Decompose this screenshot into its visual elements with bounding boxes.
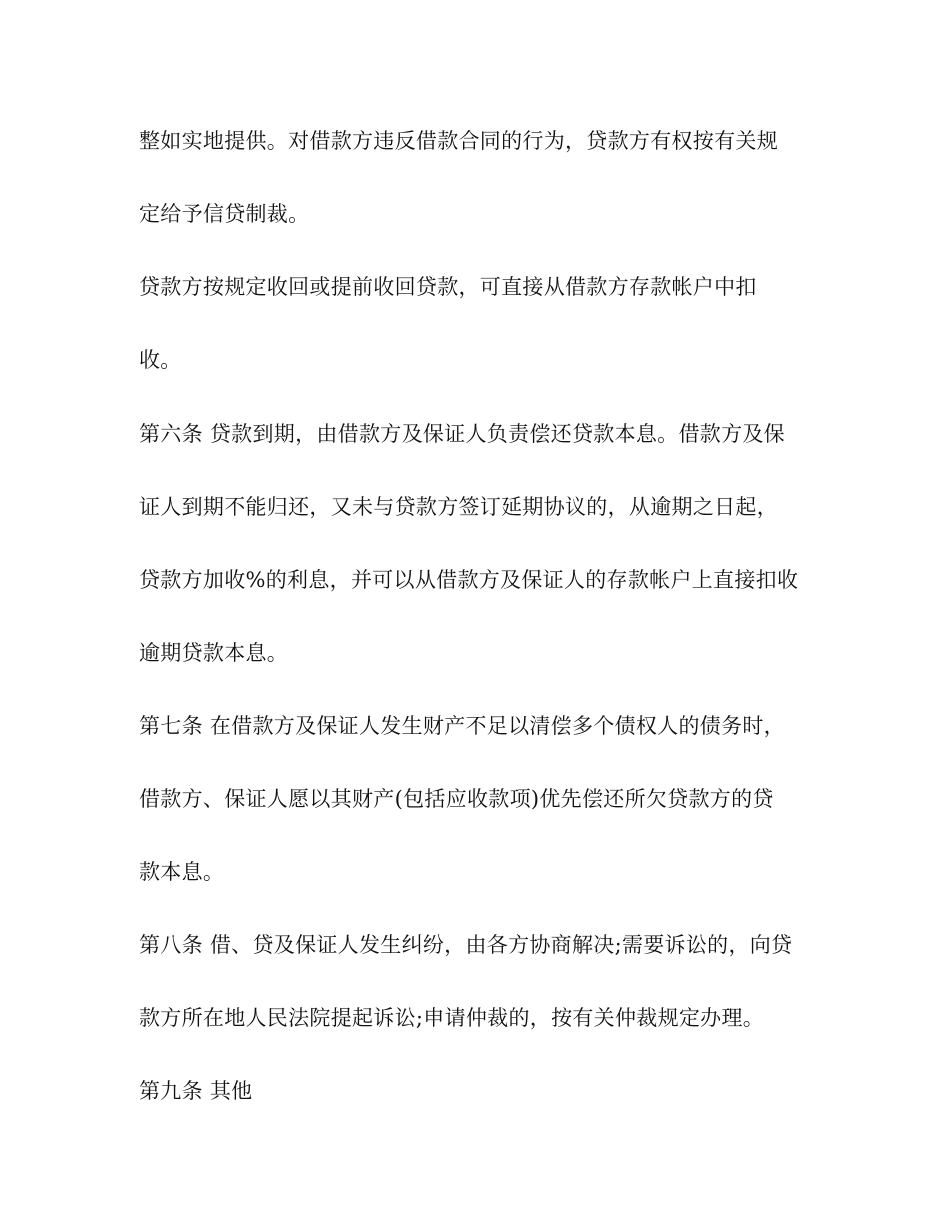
text-line: 款本息。 <box>139 860 225 884</box>
text-line: 整如实地提供。对借款方违反借款合同的行为，贷款方有权按有关规 <box>139 129 778 153</box>
text-line: 第九条 其他 <box>139 1079 253 1103</box>
text-line: 收。 <box>139 348 182 372</box>
text-line: 贷款方按规定收回或提前收回贷款，可直接从借款方存款帐户中扣 <box>139 275 757 299</box>
text-line: 贷款方加收%的利息，并可以从借款方及保证人的存款帐户上直接扣收 <box>139 568 799 592</box>
text-line: 证人到期不能归还，又未与贷款方签订延期协议的，从逾期之日起， <box>139 495 778 519</box>
text-line: 第六条 贷款到期，由借款方及保证人负责偿还贷款本息。借款方及保 <box>139 422 785 446</box>
text-line: 逾期贷款本息。 <box>139 641 289 665</box>
text-line: 第八条 借、贷及保证人发生纠纷，由各方协商解决;需要诉讼的，向贷 <box>139 933 793 957</box>
text-line: 第七条 在借款方及保证人发生财产不足以清偿多个债权人的债务时， <box>139 714 785 738</box>
text-line: 借款方、保证人愿以其财产(包括应收款项)优先偿还所欠贷款方的贷 <box>139 787 774 811</box>
text-line: 款方所在地人民法院提起诉讼;申请仲裁的，按有关仲裁规定办理。 <box>139 1006 765 1030</box>
text-line: 定给予信贷制裁。 <box>139 202 310 226</box>
